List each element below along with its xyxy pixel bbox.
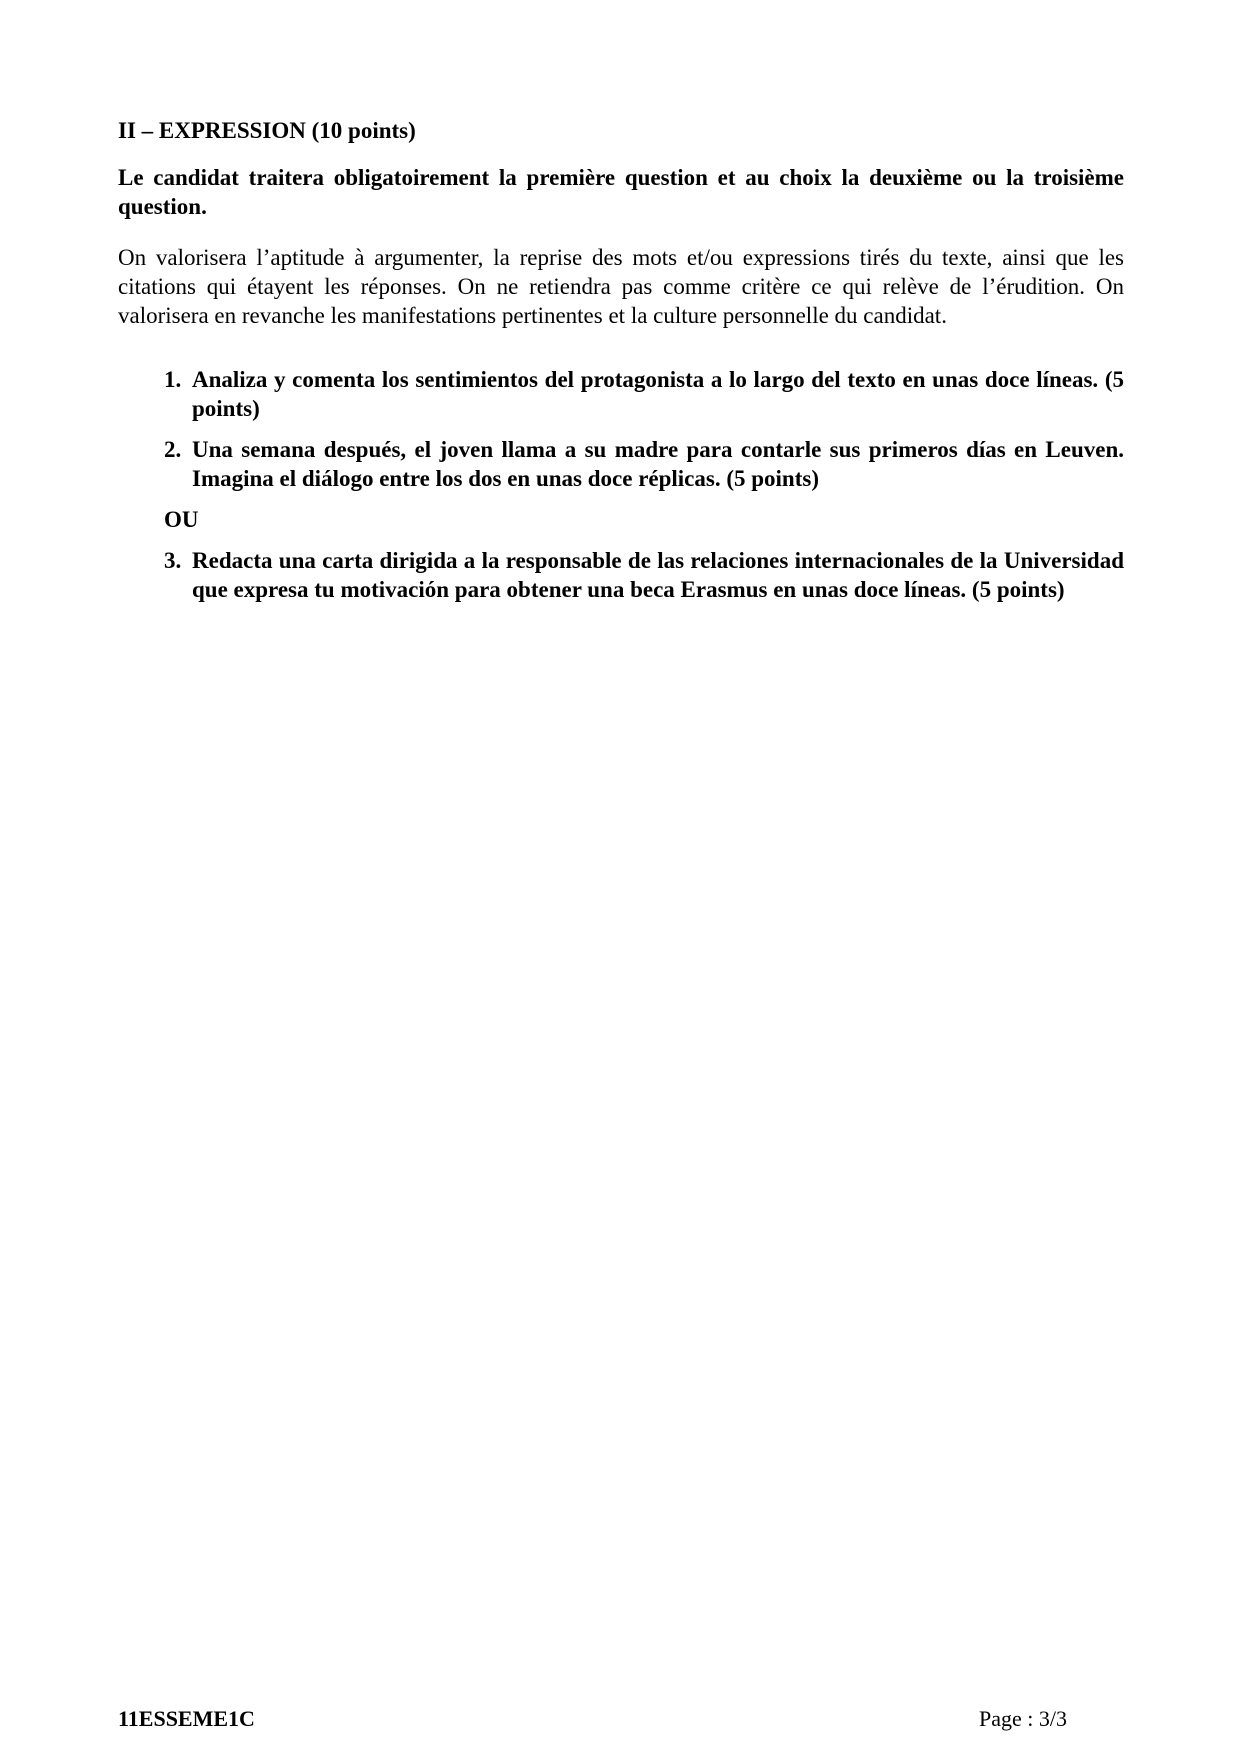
question-number: 3.	[164, 548, 182, 573]
question-item-3	[164, 546, 1124, 604]
exam-code: 11ESSEME1C	[118, 1706, 255, 1731]
question-number: 2.	[164, 437, 182, 462]
grading-note: On valorisera l’aptitude à argumenter, la reprise des mots et/ou expressions tirés du texte, ainsi que les citations qui étayent les réponses. On ne retiendra pas comme critère ce qui relève de l’érudition. On valorisera en revanche les manifestations pertinentes et la culture personnelle du candidat.	[118, 245, 1124, 328]
candidate-instruction: Le candidat traitera obligatoirement la première question et au choix la deuxième ou la troisième question.	[118, 165, 1124, 219]
question-number: 1.	[164, 367, 182, 392]
question-text: Analiza y comenta los sentimientos del protagonista a lo largo del texto en unas doce líneas. (5 points)	[192, 367, 1124, 421]
question-list	[118, 365, 1124, 493]
or-separator: OU	[164, 507, 199, 532]
question-text: Una semana después, el joven llama a su madre para contarle sus primeros días en Leuven. Imagina el diálogo entre los dos en unas doce réplicas. (5 points)	[192, 437, 1124, 491]
page-number: Page : 3/3	[979, 1706, 1067, 1731]
page-content	[118, 116, 1124, 616]
question-item-1	[164, 365, 1124, 423]
section-title: II – EXPRESSION (10 points)	[118, 118, 416, 143]
question-list-alt	[118, 546, 1124, 604]
question-item-2	[164, 435, 1124, 493]
question-text: Redacta una carta dirigida a la responsable de las relaciones internacionales de la Universidad que expresa tu motivación para obtener una beca Erasmus en unas doce líneas. (5 points)	[192, 548, 1124, 602]
